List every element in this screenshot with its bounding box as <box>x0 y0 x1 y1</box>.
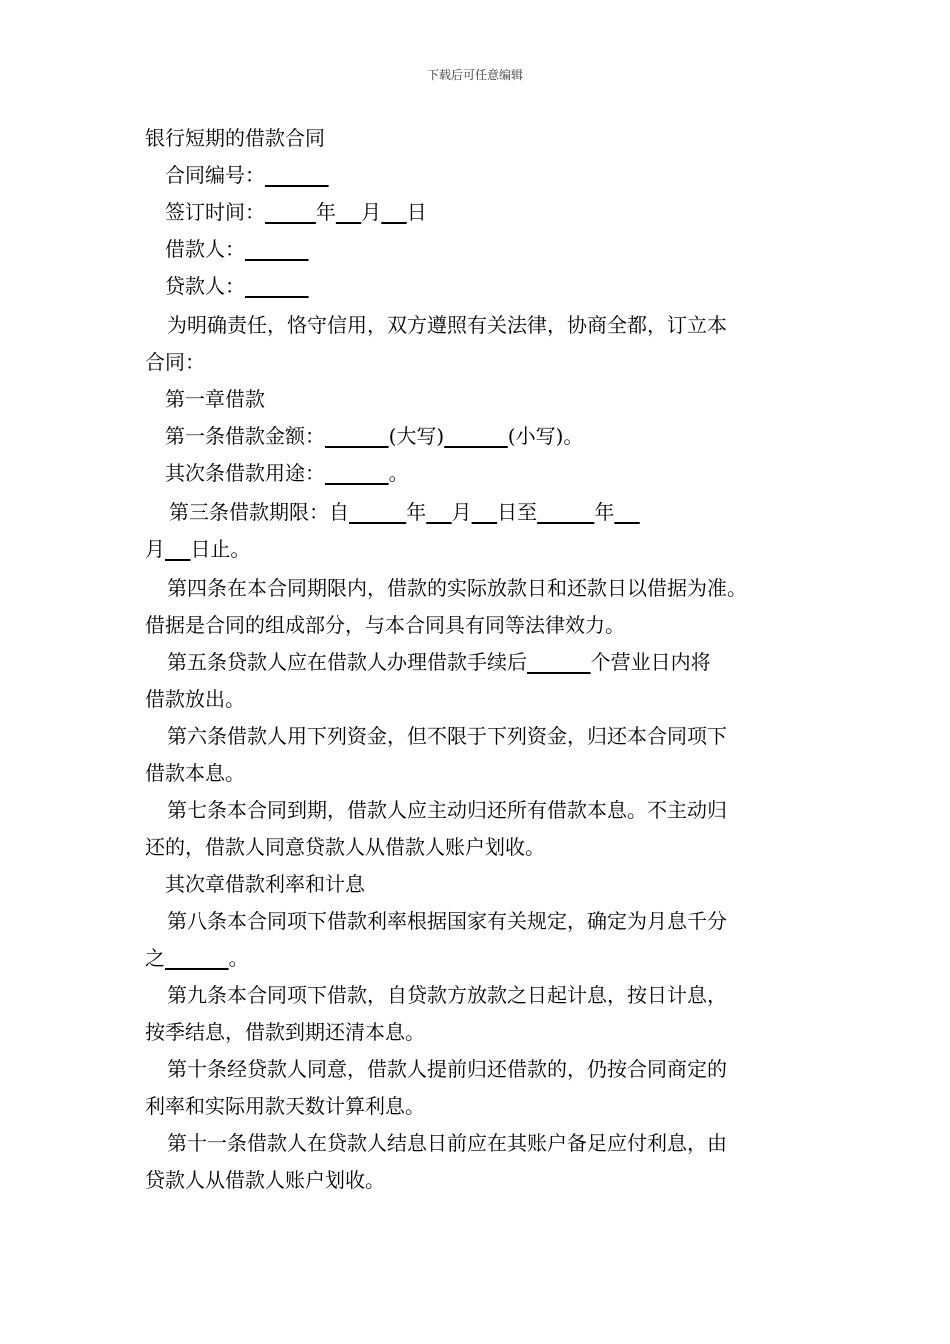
borrower-field: 借款人： <box>165 237 245 261</box>
document-title: 银行短期的借款合同 <box>145 126 325 150</box>
article-6: 第六条借款人用下列资金，但不限于下列资金，归还本合同项下 借款本息。 <box>145 724 727 785</box>
article-5: 第五条贷款人应在借款人办理借款手续后 个营业日内将 借款放出。 <box>145 650 711 711</box>
chapter-1-heading: 第一章借款 <box>165 387 265 411</box>
article-9: 第九条本合同项下借款，自贷款方放款之日起计息，按日计息， 按季结息，借款到期还清本息。 <box>145 983 727 1044</box>
preamble: 为明确责任，恪守信用，双方遵照有关法律，协商全都，订立本 合同： <box>145 313 727 374</box>
article-10: 第十条经贷款人同意，借款人提前归还借款的，仍按合同商定的 利率和实际用款天数计算利息。 <box>145 1057 727 1118</box>
article-4: 第四条在本合同期限内，借款的实际放款日和还款日以借据为准。 借据是合同的组成部分，与本合同具有同等法律效力。 <box>145 576 747 637</box>
article-2: 其次条借款用途： 。 <box>165 461 409 485</box>
chapter-2-heading: 其次章借款利率和计息 <box>165 872 365 896</box>
lender-field: 贷款人： <box>165 274 245 298</box>
contract-number-field: 合同编号： <box>165 163 265 187</box>
article-7: 第七条本合同到期，借款人应主动归还所有借款本息。不主动归 还的，借款人同意贷款人从借款人账户划收。 <box>145 798 727 859</box>
contract-document <box>145 120 815 1199</box>
article-11: 第十一条借款人在贷款人结息日前应在其账户备足应付利息，由 贷款人从借款人账户划收。 <box>145 1131 727 1192</box>
page-header: 下载后可任意编辑 <box>426 68 523 82</box>
signing-time-field: 签订时间： 年 月 日 <box>165 200 427 224</box>
article-1: 第一条借款金额： (大写) (小写)。 <box>165 424 584 448</box>
article-3: 第三条借款期限：自 年 月 日至 年 月 日止。 <box>145 500 615 561</box>
article-8: 第八条本合同项下借款利率根据国家有关规定，确定为月息千分 之 。 <box>145 909 727 970</box>
